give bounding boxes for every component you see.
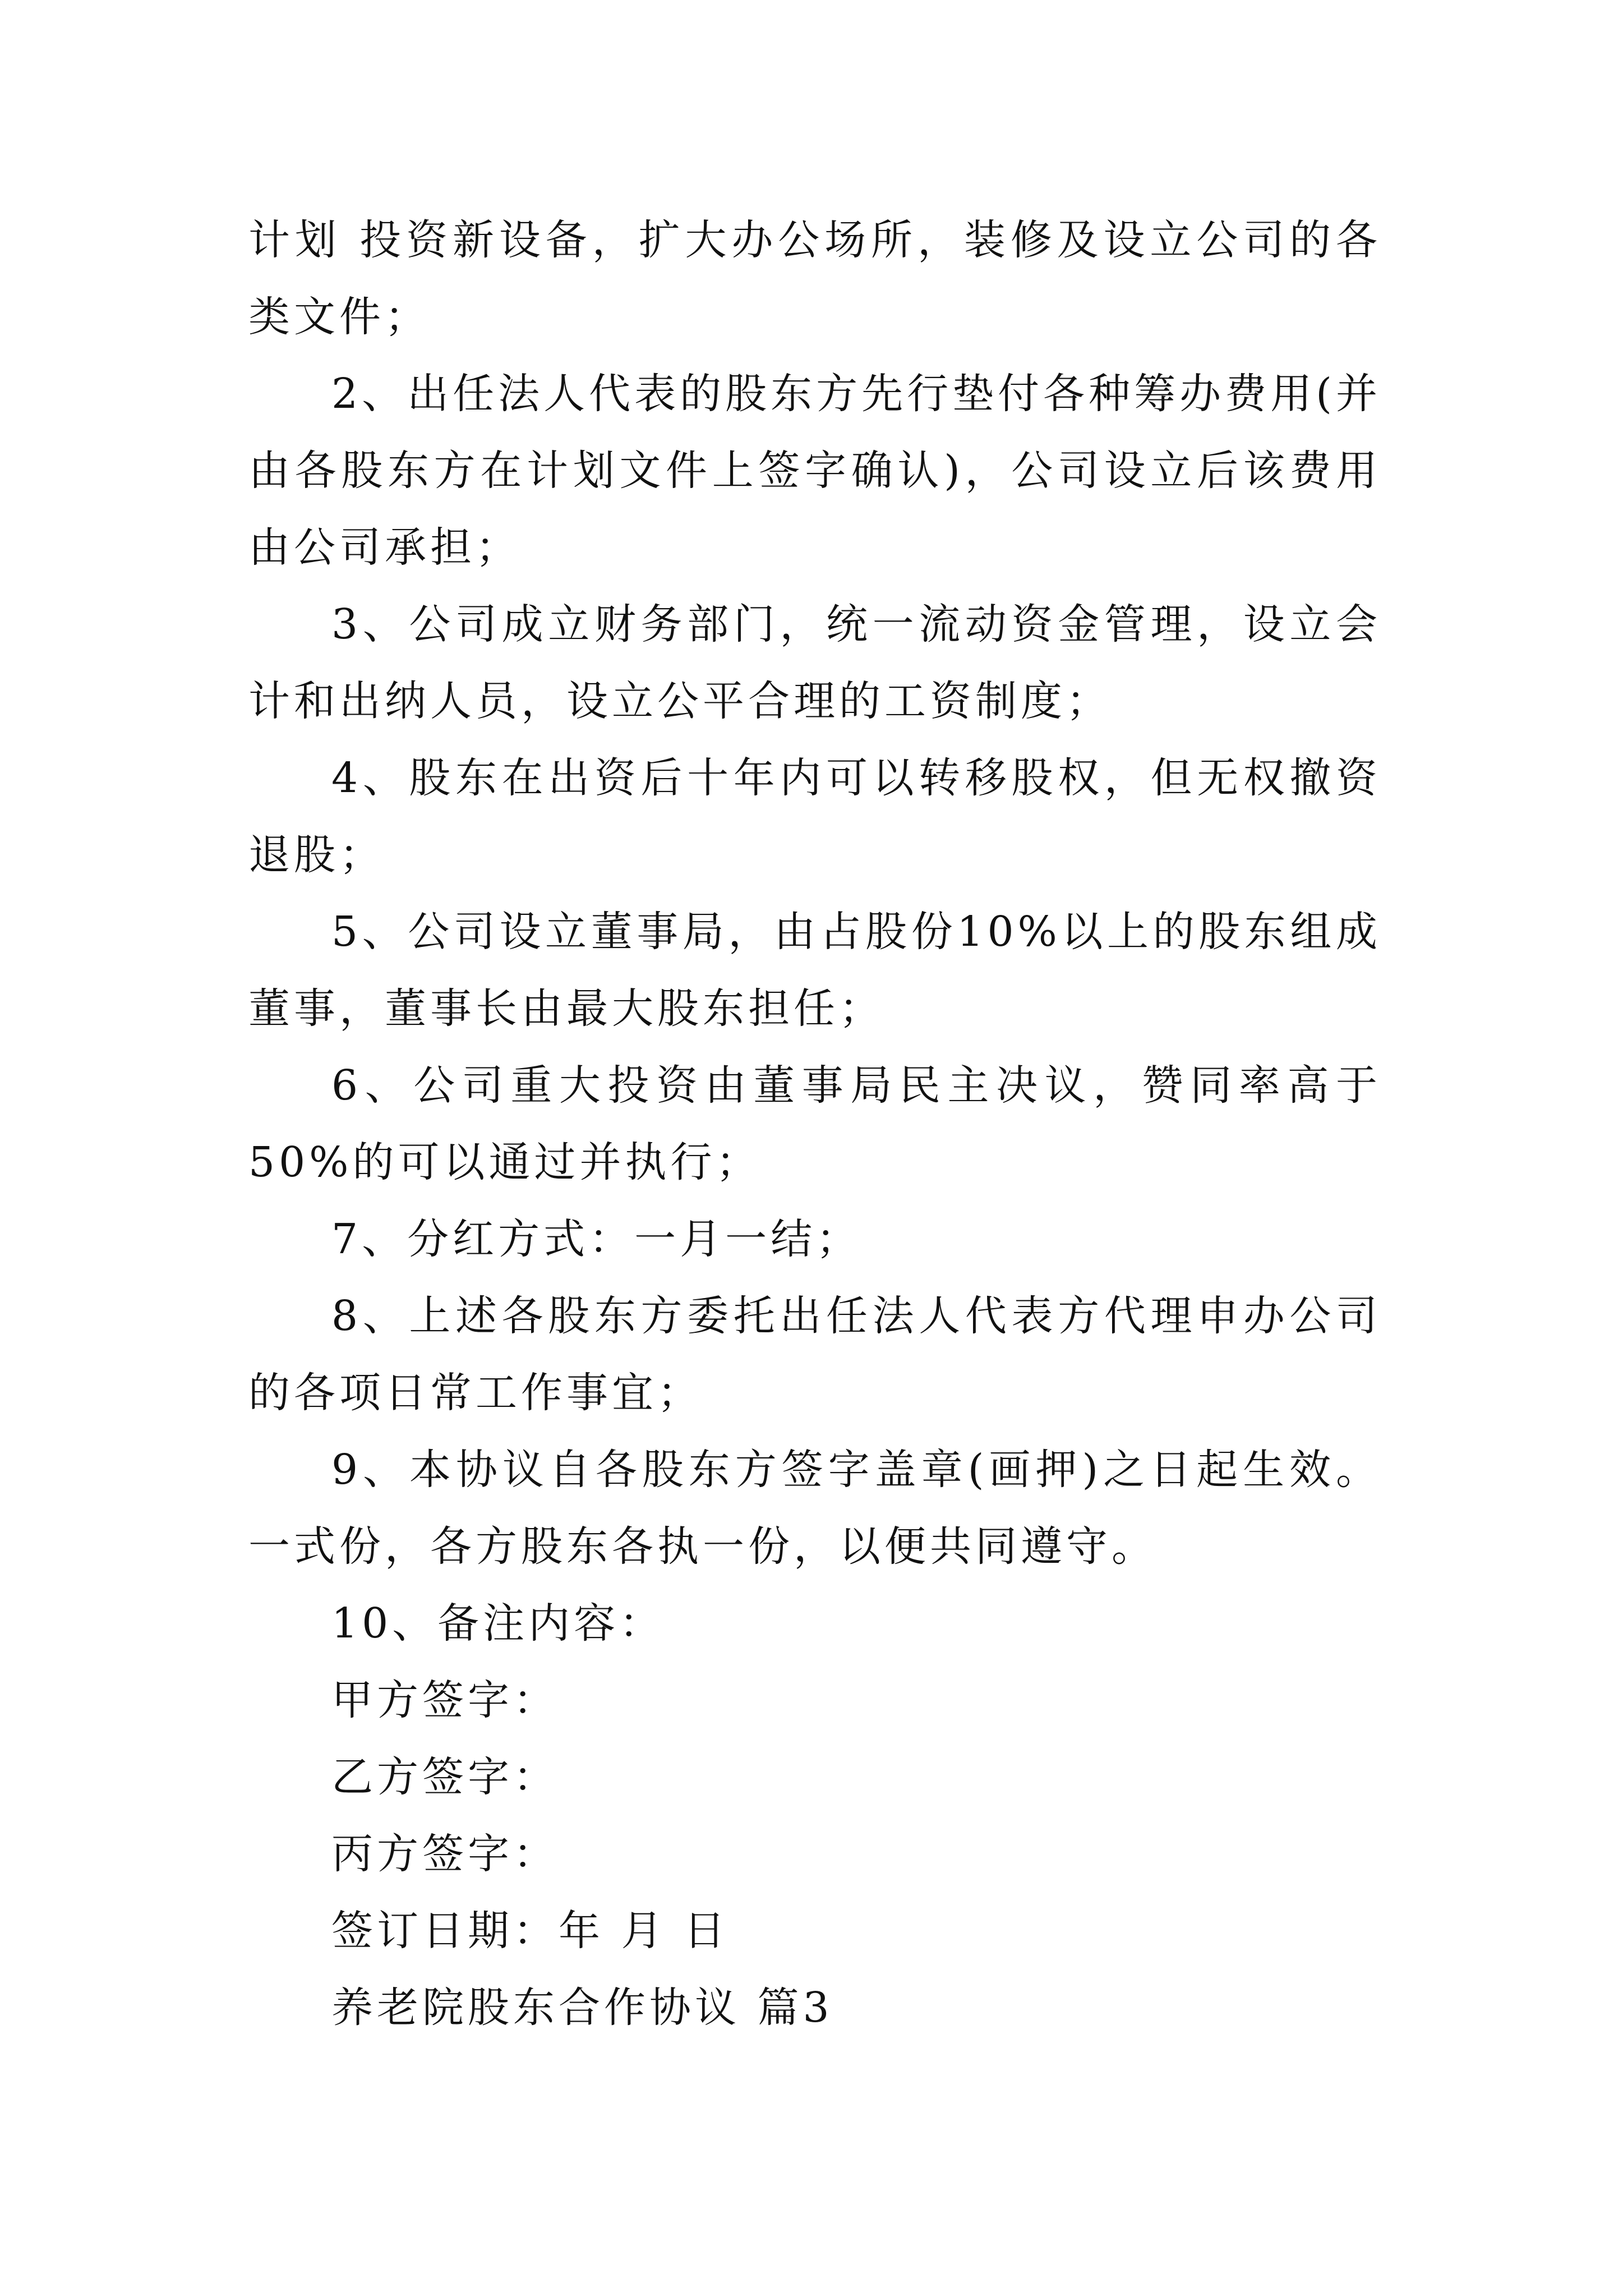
clause-10-remarks: 10、备注内容： xyxy=(331,1599,665,1648)
paragraph-continuation: 计划 投资新设备，扩大办公场所，装修及设立公司的各类文件； xyxy=(248,216,1381,341)
clause-3: 3、公司成立财务部门，统一流动资金管理，设立会计和出纳人员，设立公平合理的工资制度； xyxy=(248,600,1381,725)
party-b-signature: 乙方签字： xyxy=(331,1753,559,1801)
clause-4: 4、股东在出资后十年内可以转移股权，但无权撤资退股； xyxy=(248,754,1381,879)
clause-2: 2、出任法人代表的股东方先行垫付各种筹办费用(并由各股东方在计划文件上签字确认)，公司设立后该费用由公司承担； xyxy=(248,370,1381,572)
clause-9: 9、本协议自各股东方签字盖章(画押)之日起生效。一式份，各方股东各执一份，以便共同遵守。 xyxy=(248,1446,1381,1571)
party-a-signature: 甲方签字： xyxy=(331,1676,559,1724)
next-section-heading: 养老院股东合作协议 篇3 xyxy=(331,1984,833,2032)
document-page xyxy=(248,202,1381,2046)
clause-7: 7、分红方式：一月一结； xyxy=(331,1215,862,1263)
party-c-signature: 丙方签字： xyxy=(331,1830,559,1878)
clause-6: 6、公司重大投资由董事局民主决议，赞同率高于50%的可以通过并执行； xyxy=(248,1061,1381,1186)
clause-8: 8、上述各股东方委托出任法人代表方代理申办公司的各项日常工作事宜； xyxy=(248,1292,1381,1417)
signing-date: 签订日期：年 月 日 xyxy=(331,1907,730,1955)
clause-5: 5、公司设立董事局，由占股份10%以上的股东组成董事，董事长由最大股东担任； xyxy=(248,908,1381,1033)
